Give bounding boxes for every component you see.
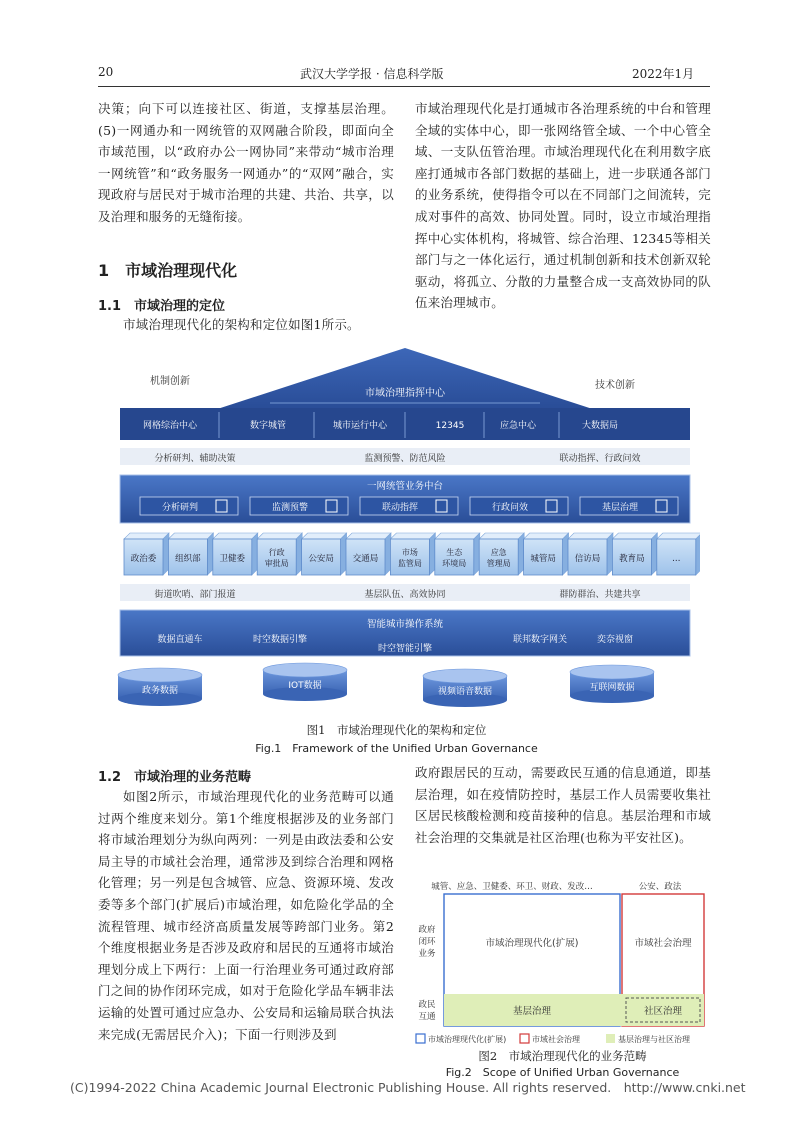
os-subtitle: 时空智能引擎 (377, 644, 433, 654)
department-label: 教育局 (619, 554, 645, 564)
para-1-1: 市域治理现代化的架构和定位如图1所示。 (123, 317, 360, 332)
department-label: 组织部 (175, 554, 201, 564)
legend-label: 基层治理与社区治理 (618, 1035, 690, 1044)
journal-name: 武汉大学学报 · 信息科学版 (300, 67, 444, 81)
paragraph: 决策；向下可以连接社区、街道，支撑基层治理。(5)一网通办和一网统管的双网融合阶段，即面向全市域范围，以“政府办公一网协同”来带动“城市治理一网统管”和“政务服务一网通办”的“双网”融合，实现政府与居民对于城市治理的共建、共治、共享，以及治理和服务的无缝衔接。 (98, 101, 394, 224)
figure-1-architecture (110, 346, 700, 716)
os-item: 时空数据引擎 (252, 635, 308, 645)
department-cube (479, 539, 518, 575)
left-bottom-text: 如图2所示，市域治理现代化的业务范畴可以通过两个维度来划分。第1个维度根据涉及的业务部门将市域治理划分为纵向两列：一列是由政法委和公安局主导的市域社会治理，通常涉及到综合治理和网格化管理；另一列是包含城管、应急、资源环境、发改委等多个部门(扩展后)市域治理，如危险化学品的全流程管理、城市经济高质量发展等跨部门业务。第2个维度根据业务是否涉及政府和居民的互通将市域治理划分成上下两行：上面一行治理业务可通过政府部门之间的协作闭环完成，如对于危险化学品车辆非法运输的处置可通过应急办、公安局和运输局联合执法来完成(无需居民介入)；下面一行则涉及到 (98, 789, 394, 1042)
platform-title: 一网统管业务中台 (366, 481, 444, 492)
copyright-footer: (C)1994-2022 China Academic Journal Electronic Publishing House. All rights reserved. http://www.cnki.net (70, 1080, 746, 1095)
department-label: 监管局 (397, 559, 422, 568)
platform-item-label: 分析研判 (161, 503, 199, 513)
cell-social: 市域社会治理 (634, 938, 692, 949)
os-item: 联邦数字网关 (512, 635, 568, 645)
band-label: 群防群治、共建共享 (559, 590, 641, 600)
center-label: 数字城管 (249, 421, 287, 431)
platform-item-label: 基层治理 (601, 503, 639, 513)
department-label: 生态 (446, 548, 463, 557)
department-cube (390, 539, 429, 575)
right-label: 技术创新 (595, 380, 635, 391)
legend-swatch (416, 1034, 425, 1043)
database-label: 互联网数据 (589, 683, 635, 693)
database-label: 视频语音数据 (437, 687, 493, 697)
running-header (0, 65, 793, 83)
department-label: 审批局 (264, 559, 289, 568)
col1-header: 城管、应急、卫健委、环卫、财政、发改… (431, 882, 593, 892)
left-top-text (98, 98, 394, 228)
row-label: 互通 (418, 1012, 436, 1022)
department-label: 城管局 (530, 554, 556, 564)
cell-community: 社区治理 (643, 1006, 683, 1017)
center-label: 应急中心 (499, 421, 537, 431)
figure-1-caption: 图1 市域治理现代化的架构和定位 (306, 723, 487, 737)
figure-2-caption: 图2 市域治理现代化的业务范畴 (478, 1049, 647, 1063)
figure-2-scope (410, 880, 710, 1052)
department-label: 信访局 (574, 554, 601, 564)
legend-swatch (520, 1034, 529, 1043)
department-cube (257, 539, 296, 575)
center-label: 网格综治中心 (142, 421, 198, 431)
page-number: 20 (98, 65, 114, 79)
cell-grassroots: 基层治理 (512, 1006, 552, 1017)
department-label: 应急 (490, 548, 507, 557)
right-bottom-text: 政府跟居民的互动，需要政民互通的信息通道，即基层治理，如在疫情防控时，基层工作人员需要收集社区居民核酸检测和疫苗接种的信息。基层治理和市域社会治理的交集就是社区治理(也称为平安社区)。 (415, 765, 711, 845)
col2-header: 公安、政法 (638, 882, 682, 892)
legend-label: 市域社会治理 (532, 1035, 580, 1044)
platform-item-label: 联动指挥 (381, 503, 419, 513)
band-label: 监测预警、防范风险 (364, 454, 446, 464)
figure-2-caption-en: Fig.2 Scope of Unified Urban Governance (445, 1066, 680, 1079)
platform-item-label: 监测预警 (271, 503, 309, 513)
department-label: 卫健委 (219, 554, 246, 564)
command-center-title: 市域治理指挥中心 (365, 388, 445, 399)
department-label: 交通局 (352, 554, 379, 564)
department-label: … (672, 554, 681, 564)
cell-expand: 市域治理现代化(扩展) (485, 938, 579, 949)
issue-date: 2022年1月 (632, 67, 695, 81)
band-label: 联动指挥、行政问效 (559, 454, 641, 464)
center-label: 大数据局 (581, 421, 619, 431)
department-label: 市场 (401, 548, 418, 557)
os-item: 数据直通车 (157, 635, 203, 645)
department-label: 管理局 (486, 559, 511, 568)
database-label: IOT数据 (288, 681, 322, 691)
band-label: 街道吹哨、部门报道 (154, 590, 236, 600)
center-label: 12345 (435, 421, 465, 431)
department-label: 公安局 (308, 554, 334, 564)
row-label: 闭环 (418, 937, 436, 947)
center-label: 城市运行中心 (332, 421, 388, 431)
department-cube (435, 539, 474, 575)
left-label: 机制创新 (150, 376, 190, 387)
figure-1-caption-en: Fig.1 Framework of the Unified Urban Governance (255, 742, 538, 755)
section-heading-1-2: 1.2 市域治理的业务范畴 (98, 770, 252, 785)
band-label: 基层队伍、高效协同 (364, 590, 446, 600)
platform-item-label: 行政问效 (491, 503, 529, 513)
right-top-text (415, 98, 711, 314)
department-label: 政治委 (130, 554, 157, 564)
band-label: 分析研判、辅助决策 (154, 454, 236, 464)
row-label: 政民 (418, 1000, 436, 1010)
header-rule (98, 86, 710, 87)
section-heading-1: 1 市域治理现代化 (98, 261, 238, 280)
legend-label: 市域治理现代化(扩展) (428, 1035, 507, 1044)
legend-swatch (606, 1034, 615, 1043)
row-label: 政府 (418, 925, 436, 935)
os-title: 智能城市操作系统 (366, 619, 444, 630)
os-item: 奕奈视窗 (596, 635, 634, 645)
row-label: 业务 (418, 949, 436, 959)
section-heading-1-1: 1.1 市域治理的定位 (98, 299, 226, 314)
paragraph: 市域治理现代化是打通城市各治理系统的中台和管理全域的实体中心，即一张网络管全域、一个中心管全域、一支队伍管治理。市域治理现代化在利用数字底座打通城市各部门数据的基础上，进一步联通各部门的业务系统，使得指令可以在不同部门之间流转，完成对事件的高效、协同处置。同时，设立市域治理指挥中心实体机构，将城管、综合治理、12345等相关部门与之一体化运行，通过机制创新和技术创新双轮驱动，将孤立、分散的力量整合成一支高效协同的队伍来治理城市。 (415, 101, 711, 311)
department-label: 环境局 (442, 559, 467, 568)
department-label: 行政 (268, 548, 285, 557)
database-label: 政务数据 (141, 686, 179, 696)
